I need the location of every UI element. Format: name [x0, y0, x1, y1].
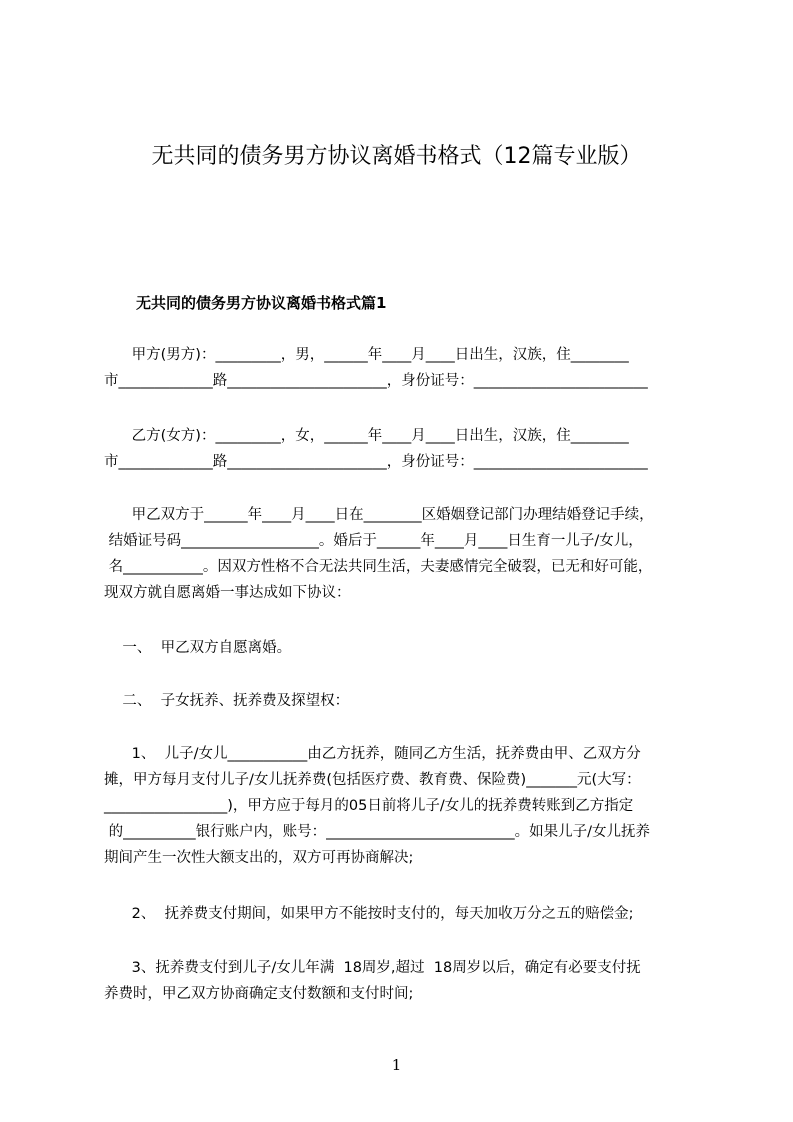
text-line: 3、抚养费支付到儿子/女儿年满 18周岁,超过 18周岁以后，确定有必要支付抚	[104, 960, 641, 976]
text-line: 甲乙双方于______年____月____日在________区婚姻登记部门办理结婚登记手续，	[104, 507, 654, 523]
text-line: 乙方(女方)：_________，女，______年____月____日出生，汉族，住________	[104, 428, 629, 444]
text-line: 名___________。因双方性格不合无法共同生活，夫妻感情完全破裂，已无和好可能，	[104, 559, 653, 575]
clause-1: 一、 甲乙双方自愿离婚。	[104, 640, 292, 656]
text-line: 1、 儿子/女儿___________由乙方抚养，随同乙方生活，抚养费由甲、乙双方分	[104, 746, 641, 762]
text-line: 养费时，甲乙双方协商确定支付数额和支付时间;	[104, 986, 414, 1002]
marriage-info-paragraph	[104, 502, 704, 606]
party-a-paragraph	[104, 342, 704, 394]
text-line: 期间产生一次性大额支出的，双方可再协商解决;	[104, 850, 414, 866]
text-line: 市_____________路______________________，身份证号：________________________	[104, 373, 648, 389]
item-3-paragraph	[104, 955, 704, 1007]
text-line: 结婚证号码___________________。婚后于______年____月____日生育一儿子/女儿，	[104, 533, 643, 549]
text-line: 现双方就自愿离婚一事达成如下协议：	[104, 585, 351, 601]
text-line: 市_____________路______________________，身份证号：________________________	[104, 454, 648, 470]
text-line: 的__________银行账户内，账号：__________________________。如果儿子/女儿抚养	[104, 824, 650, 840]
clause-2: 二、 子女抚养、抚养费及探望权：	[104, 693, 350, 709]
document-title: 无共同的债务男方协议离婚书格式（12篇专业版）	[151, 144, 642, 169]
text-line: 摊，甲方每月支付儿子/女儿抚养费(包括医疗费、教育费、保险费)_______元(大写：	[104, 772, 641, 788]
party-b-paragraph	[104, 423, 704, 475]
item-1-paragraph	[104, 741, 704, 871]
item-2: 2、 抚养费支付期间，如果甲方不能按时支付的，每天加收万分之五的赔偿金;	[104, 906, 634, 922]
text-line: _________________)，甲方应于每月的05日前将儿子/女儿的抚养费转账到乙方指定	[104, 798, 634, 814]
page-number: 1	[391, 1056, 402, 1074]
text-line: 甲方(男方)：_________，男，______年____月____日出生，汉族，住________	[104, 347, 629, 363]
section-heading: 无共同的债务男方协议离婚书格式篇1	[136, 294, 387, 312]
